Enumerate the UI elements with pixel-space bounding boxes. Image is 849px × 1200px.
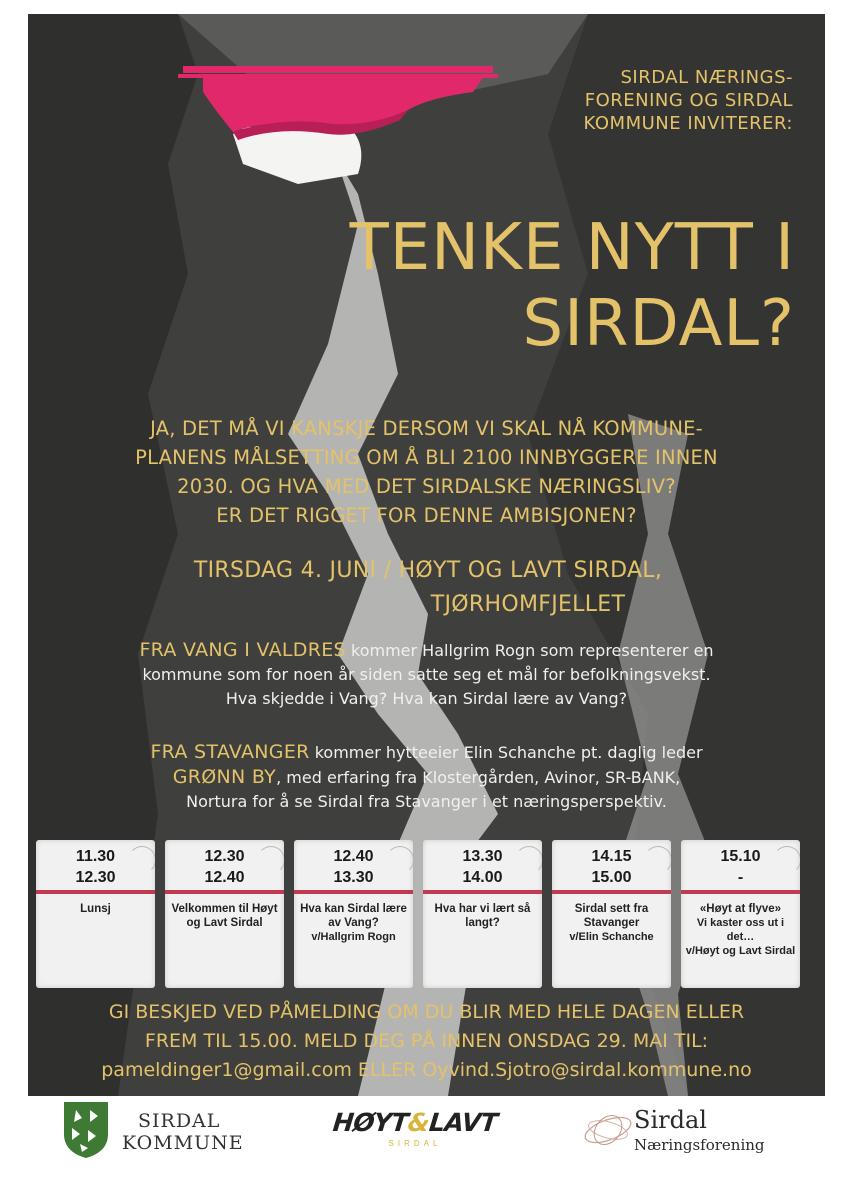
date-location: TJØRHOMFJELLET — [430, 592, 626, 617]
time-end: - — [737, 869, 744, 886]
signup-info — [38, 998, 815, 1085]
intro-line: PLANENS MÅLSETTING OM Å BLI 2100 INNBYGGERE INNEN — [135, 446, 718, 469]
decor-ring — [773, 846, 800, 874]
decor-ring — [515, 846, 542, 874]
speaker-vang — [48, 638, 805, 711]
sponsor-logos — [0, 1096, 849, 1200]
card-divider — [36, 890, 155, 894]
hoyt-og-lavt-logo — [330, 1100, 500, 1164]
program-subtitle: Vi kaster oss ut i det… — [696, 917, 785, 943]
decor-ring — [128, 846, 155, 874]
card-divider — [681, 890, 800, 894]
time-start: 15.10 — [720, 848, 761, 865]
kommune-word: KOMMUNE — [122, 1132, 244, 1154]
signup-line: FREM TIL 15.00. MELD DEG PÅ INNEN ONSDAG 29. MAI TIL: — [144, 1030, 709, 1052]
time-end: 13.30 — [333, 869, 374, 886]
program-title-text: Hva kan Sirdal lære av Vang? — [300, 903, 407, 929]
naering-name: Sirdal — [634, 1106, 707, 1134]
program-card — [36, 840, 155, 988]
speaker-stavanger — [48, 740, 805, 814]
program-title: Velkommen til Høyt og Lavt Sirdal — [171, 903, 278, 929]
lavt-word: LAVT — [427, 1108, 499, 1137]
naeringsforening-logo — [578, 1104, 788, 1168]
signup-line: GI BESKJED VED PÅMELDING OM DU BLIR MED HELE DAGEN ELLER — [108, 1001, 745, 1023]
program-presenter: v/Høyt og Lavt Sirdal — [685, 945, 796, 957]
program-card — [552, 840, 671, 988]
program-title-text: Sirdal sett fra Stavanger — [574, 903, 649, 929]
card-divider — [423, 890, 542, 894]
speaker-text: kommer Hallgrim Rogn som representerer en — [345, 641, 714, 660]
hoyt-ampersand: & — [406, 1108, 431, 1137]
title-line: TENKE NYTT I — [349, 211, 795, 285]
inviter-text — [493, 66, 793, 135]
speaker-lead: FRA STAVANGER — [150, 741, 310, 763]
kommune-name: SIRDAL — [138, 1110, 221, 1132]
program-card — [681, 840, 800, 988]
coat-of-arms-icon — [62, 1100, 110, 1160]
program-title: Lunsj — [80, 903, 111, 915]
intro-line: JA, DET MÅ VI KANSKJE DERSOM VI SKAL NÅ KOMMUNE- — [150, 417, 703, 440]
speaker-lead: GRØNN BY — [172, 766, 277, 788]
time-end: 12.30 — [75, 869, 116, 886]
card-divider — [165, 890, 284, 894]
time-start: 14.15 — [591, 848, 632, 865]
sirdal-kommune-logo — [62, 1098, 282, 1168]
speaker-text: , med erfaring fra Klostergården, Avinor, SR-BANK, — [276, 768, 681, 787]
inviter-line: KOMMUNE INVITERER: — [583, 113, 793, 134]
date-line: TIRSDAG 4. JUNI / HØYT OG LAVT SIRDAL, — [193, 558, 663, 583]
speaker-text: Hva skjedde i Vang? Hva kan Sirdal lære av Vang? — [225, 689, 628, 708]
program-card — [423, 840, 542, 988]
swirl-icon — [578, 1104, 638, 1154]
speaker-text: kommune som for noen år siden satte seg et mål for befolkningsvekst. — [142, 665, 711, 684]
program-presenter: v/Hallgrim Rogn — [311, 931, 396, 943]
decor-ring — [257, 846, 284, 874]
program-presenter: v/Elin Schanche — [569, 931, 654, 943]
speaker-lead: FRA VANG I VALDRES — [139, 639, 346, 661]
time-end: 12.40 — [204, 869, 245, 886]
event-date — [88, 554, 768, 622]
speaker-text: Nortura for å se Sirdal fra Stavanger i et næringsperspektiv. — [186, 792, 667, 811]
decor-ring — [386, 846, 413, 874]
program-card — [165, 840, 284, 988]
time-end: 14.00 — [462, 869, 503, 886]
program-title: Hva har vi lært så langt? — [434, 903, 531, 929]
naering-sub: Næringsforening — [634, 1136, 765, 1154]
time-start: 13.30 — [462, 848, 503, 865]
program-title — [556, 902, 667, 944]
intro-line: ER DET RIGGET FOR DENNE AMBISJONEN? — [216, 504, 637, 527]
program-title — [298, 902, 409, 944]
main-title — [350, 210, 795, 362]
time-start: 12.30 — [204, 848, 245, 865]
program-title — [685, 902, 796, 958]
card-divider — [294, 890, 413, 894]
intro-text — [38, 414, 815, 530]
speaker-text: kommer hytteeier Elin Schanche pt. daglig leder — [309, 743, 703, 762]
hoyt-word: HØYT — [331, 1108, 410, 1137]
decor-ring — [644, 846, 671, 874]
card-divider — [552, 890, 671, 894]
inviter-line: SIRDAL NÆRINGS- — [620, 67, 793, 88]
time-end: 15.00 — [591, 869, 632, 886]
poster — [28, 14, 825, 1096]
program-schedule — [36, 840, 796, 990]
intro-line: 2030. OG HVA MED DET SIRDALSKE NÆRINGSLIV? — [177, 475, 676, 498]
signup-emails: pameldinger1@gmail.com ELLER Oyvind.Sjotro@sirdal.kommune.no — [101, 1059, 752, 1081]
time-start: 12.40 — [333, 848, 374, 865]
program-title-text: «Høyt at flyve» — [699, 903, 782, 915]
title-line: SIRDAL? — [522, 287, 795, 361]
inviter-line: FORENING OG SIRDAL — [584, 90, 793, 111]
time-start: 11.30 — [75, 848, 116, 865]
hoyt-sub: SIRDAL — [388, 1139, 442, 1148]
program-card — [294, 840, 413, 988]
